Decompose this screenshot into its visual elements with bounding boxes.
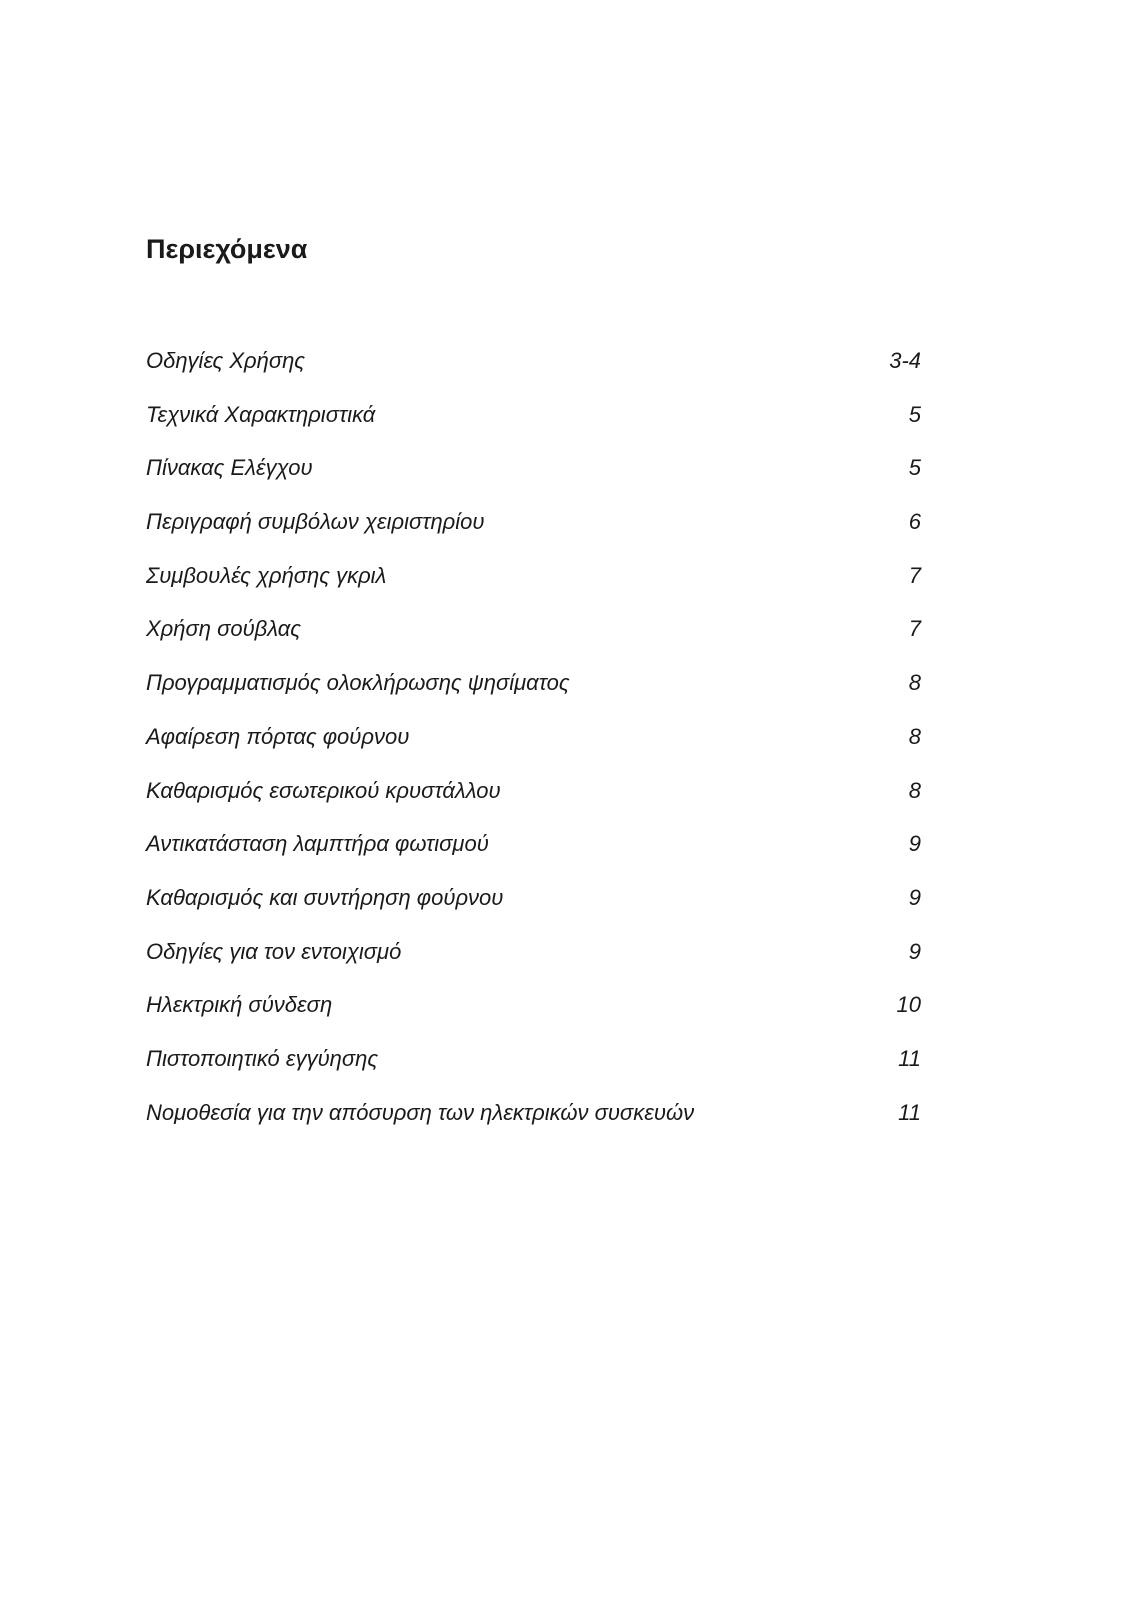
toc-entry-page: 10 (896, 992, 921, 1018)
toc-entry-label: Πιστοποιητικό εγγύησης (146, 1045, 379, 1071)
toc-entry (146, 885, 921, 939)
toc-entry-page: 3-4 (889, 348, 921, 373)
toc-entry-page: 5 (908, 401, 921, 427)
toc-entry-page: 7 (908, 616, 921, 642)
toc-entry (146, 563, 921, 617)
toc-entry-page: 9 (908, 884, 921, 910)
toc-entry-page: 9 (908, 831, 921, 857)
toc-entry-page: 11 (898, 1045, 921, 1071)
toc-entry-page: 7 (908, 562, 921, 588)
toc-entry-label: Αντικατάσταση λαμπτήρα φωτισμού (146, 831, 489, 857)
toc-entry (146, 831, 921, 885)
toc-entry (146, 670, 921, 724)
toc-entry-page: 5 (908, 455, 921, 481)
table-of-contents (146, 348, 921, 1153)
toc-entry-label: Συμβουλές χρήσης γκριλ (146, 562, 387, 588)
toc-entry (146, 616, 921, 670)
toc-entry-label: Τεχνικά Χαρακτηριστικά (146, 401, 376, 427)
toc-entry (146, 1046, 921, 1100)
toc-entry-page: 9 (908, 938, 921, 964)
toc-entry-label: Οδηγίες Χρήσης (146, 348, 305, 373)
toc-entry-label: Ηλεκτρική σύνδεση (146, 992, 333, 1018)
toc-entry (146, 402, 921, 456)
toc-entry-page: 11 (898, 1099, 921, 1125)
toc-entry-label: Αφαίρεση πόρτας φούρνου (146, 723, 410, 749)
toc-entry (146, 509, 921, 563)
toc-entry (146, 724, 921, 778)
toc-entry-label: Χρήση σούβλας (146, 616, 302, 642)
toc-entry (146, 455, 921, 509)
toc-entry (146, 1100, 921, 1154)
toc-entry-label: Περιγραφή συμβόλων χειριστηρίου (146, 509, 485, 535)
toc-entry-label: Προγραμματισμός ολοκλήρωσης ψησίματος (146, 670, 570, 696)
toc-entry-page: 6 (908, 509, 921, 535)
toc-entry (146, 778, 921, 832)
toc-entry-label: Νομοθεσία για την απόσυρση των ηλεκτρικών συσκευών (146, 1099, 695, 1125)
toc-entry-label: Οδηγίες για τον εντοιχισμό (146, 938, 402, 964)
toc-entry-label: Πίνακας Ελέγχου (146, 455, 313, 481)
toc-entry (146, 939, 921, 993)
toc-entry-page: 8 (908, 723, 921, 749)
toc-entry (146, 348, 921, 402)
toc-entry (146, 992, 921, 1046)
toc-entry-page: 8 (908, 670, 921, 696)
toc-entry-label: Καθαρισμός και συντήρηση φούρνου (146, 884, 504, 910)
toc-entry-label: Καθαρισμός εσωτερικού κρυστάλλου (146, 777, 501, 803)
toc-entry-page: 8 (908, 777, 921, 803)
page-title: Περιεχόμενα (146, 234, 308, 264)
